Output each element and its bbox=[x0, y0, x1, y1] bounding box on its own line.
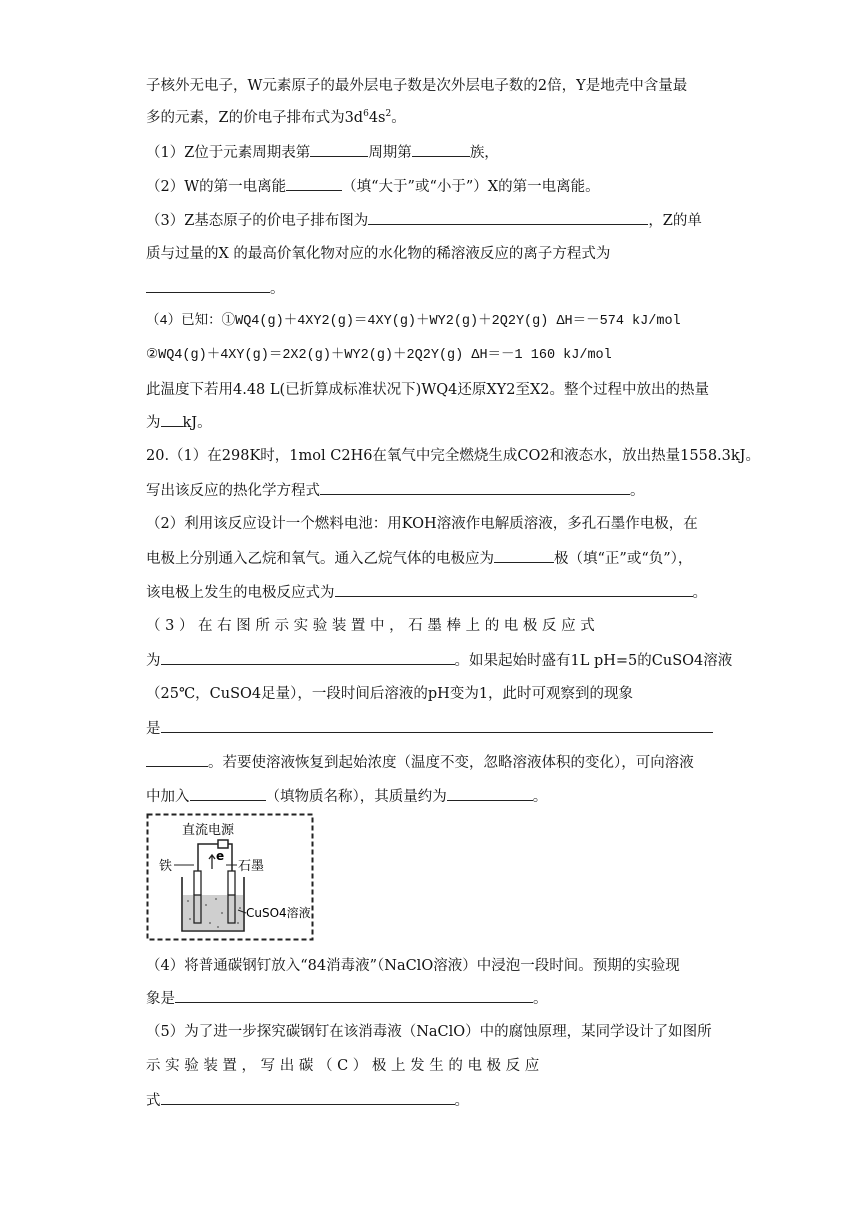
answer-blank[interactable] bbox=[310, 142, 368, 157]
graphite-electrode-submerged bbox=[228, 895, 235, 923]
answer-blank[interactable] bbox=[146, 278, 270, 293]
q20-line3: （2）利用该反应设计一个燃料电池：用KOH溶液作电解质溶液，多孔石墨作电极，在 bbox=[146, 516, 698, 532]
q20-line4 bbox=[146, 548, 692, 569]
text: 该电极上发生的电极反应式为 bbox=[146, 585, 335, 601]
text: 多的元素，Z的价电子排布式为3d bbox=[146, 110, 364, 126]
text: 。 bbox=[391, 110, 406, 126]
answer-blank[interactable] bbox=[161, 1090, 455, 1105]
q20-line14: （5）为了进一步探究碳钢钉在该消毒液（NaClO）中的腐蚀原理，某同学设计了如图所 bbox=[146, 1024, 712, 1040]
answer-blank[interactable] bbox=[161, 718, 713, 733]
q19-part3 bbox=[146, 210, 702, 231]
text: （1）Z位于元素周期表第 bbox=[146, 145, 311, 161]
answer-blank[interactable] bbox=[335, 582, 693, 597]
q20-line1: 20.（1）在298K时，1mol C2H6在氧气中完全燃烧生成CO2和液态水，放出热量1558.3kJ。 bbox=[146, 448, 760, 464]
q20-line7 bbox=[146, 650, 732, 671]
fig-iron-label: 铁 bbox=[159, 859, 173, 874]
fig-solution-label: CuSO4溶液 bbox=[246, 906, 311, 920]
text: 电极上分别通入乙烷和氧气。通入乙烷气体的电极应为 bbox=[146, 551, 494, 567]
electron-arrow-icon bbox=[209, 855, 215, 869]
q19-intro-line2 bbox=[146, 108, 406, 128]
answer-blank[interactable] bbox=[161, 650, 455, 665]
text: 象是 bbox=[146, 991, 175, 1007]
answer-blank[interactable] bbox=[161, 412, 183, 427]
fig-graphite-label: 石墨 bbox=[238, 859, 265, 874]
circuit-wire bbox=[198, 840, 232, 873]
q19-part4-eq2: ②WQ4(g)＋4XY(g)＝2X2(g)＋WY2(g)＋2Q2Y(g) ΔH＝－1 160 kJ/mol bbox=[146, 348, 612, 363]
q20-line13 bbox=[146, 988, 548, 1009]
text: （3）Z基态原子的价电子排布图为 bbox=[146, 213, 369, 229]
answer-blank[interactable] bbox=[494, 548, 554, 563]
text: （2）W的第一电离能 bbox=[146, 179, 287, 195]
text: 为 bbox=[146, 415, 161, 431]
text: 周期第 bbox=[368, 145, 412, 161]
text: 极（填“正”或“负”）， bbox=[554, 551, 693, 567]
iron-electrode-submerged bbox=[194, 895, 201, 923]
q20-line2 bbox=[146, 480, 645, 501]
text: 。 bbox=[454, 1093, 469, 1109]
q20-line9 bbox=[146, 718, 713, 739]
q19-part2 bbox=[146, 176, 600, 197]
text: 为 bbox=[146, 653, 161, 669]
fig-power-label: 直流电源 bbox=[182, 823, 235, 838]
text: 。 bbox=[532, 789, 548, 805]
q20-line11 bbox=[146, 786, 547, 807]
superscript: 2 bbox=[385, 109, 392, 120]
q19-part4-calc: 此温度下若用4.48 L(已折算成标准状况下)WQ4还原XY2至X2。整个过程中放出的热量 bbox=[146, 382, 710, 398]
text: 4s bbox=[368, 110, 386, 126]
q19-part4-answer bbox=[146, 412, 212, 433]
q20-line5 bbox=[146, 582, 707, 603]
text: 式 bbox=[146, 1093, 161, 1109]
q20-line15: 示 实 验 装 置 ， 写 出 碳 （ C ） 极 上 发 生 的 电 极 反 应 bbox=[146, 1058, 540, 1074]
q20-line12: （4）将普通碳钢钉放入“84消毒液”（NaClO溶液）中浸泡一段时间。预期的实验现 bbox=[146, 958, 680, 974]
superscript: 6 bbox=[363, 109, 369, 120]
text: ，Z的单 bbox=[648, 213, 702, 229]
q20-line16 bbox=[146, 1090, 469, 1111]
text: 。若要使溶液恢复到起始浓度（温度不变，忽略溶液体积的变化），可向溶液 bbox=[208, 755, 694, 771]
text: 。 bbox=[692, 585, 707, 601]
text: 。 bbox=[630, 483, 645, 499]
answer-blank[interactable] bbox=[175, 988, 533, 1003]
q20-line6: （ 3 ） 在 右 图 所 示 实 验 装 置 中 ， 石 墨 棒 上 的 电 极 反 应 式 bbox=[146, 618, 595, 634]
text: 中加入 bbox=[146, 789, 190, 805]
answer-blank[interactable] bbox=[146, 752, 208, 767]
text: （填物质名称），其质量约为 bbox=[265, 789, 447, 805]
answer-blank[interactable] bbox=[447, 786, 533, 801]
text: 。 bbox=[533, 991, 548, 1007]
text: 。如果起始时盛有1L pH=5的CuSO4溶液 bbox=[454, 653, 733, 669]
q19-part1 bbox=[146, 142, 499, 163]
answer-blank[interactable] bbox=[190, 786, 266, 801]
q20-line8: （25℃，CuSO4足量），一段时间后溶液的pH变为1，此时可观察到的现象 bbox=[146, 686, 634, 702]
q19-part3-cont: 质与过量的X 的最高价氧化物对应的水化物的稀溶液反应的离子方程式为 bbox=[146, 246, 611, 262]
answer-blank[interactable] bbox=[286, 176, 342, 191]
answer-blank[interactable] bbox=[412, 142, 470, 157]
electrolysis-apparatus-figure bbox=[146, 813, 314, 941]
answer-blank[interactable] bbox=[368, 210, 648, 225]
text: （填“大于”或“小于”）X的第一电离能。 bbox=[342, 179, 600, 195]
answer-blank[interactable] bbox=[320, 480, 630, 495]
text: 。 bbox=[270, 281, 285, 297]
text: 写出该反应的热化学方程式 bbox=[146, 483, 320, 499]
q20-line10 bbox=[146, 752, 694, 773]
text: 族， bbox=[469, 145, 499, 161]
q19-part3-answer bbox=[146, 278, 285, 299]
fig-electron-label: e bbox=[216, 849, 225, 863]
text: 是 bbox=[146, 721, 161, 737]
q19-part4-eq1: （4）已知：①WQ4(g)＋4XY2(g)＝4XY(g)＋WY2(g)＋2Q2Y(g) ΔH＝－574 kJ/mol bbox=[146, 314, 681, 329]
text: kJ。 bbox=[182, 415, 212, 431]
q19-intro-line1: 子核外无电子，W元素原子的最外层电子数是次外层电子数的2倍，Y是地壳中含量最 bbox=[146, 78, 688, 94]
